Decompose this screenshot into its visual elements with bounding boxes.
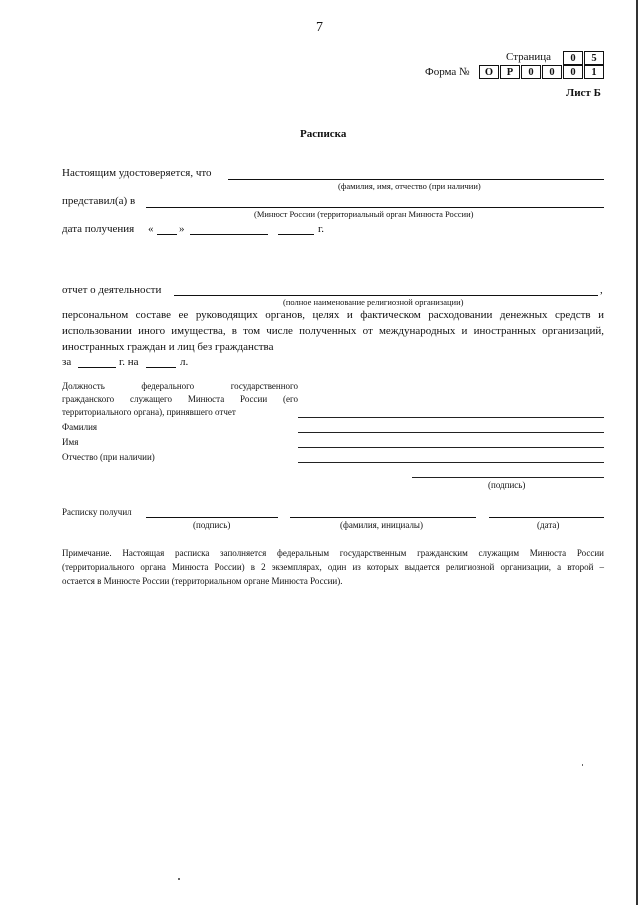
period-pages-label: л. [180, 356, 189, 368]
date-open-quote: « [148, 223, 154, 235]
document-title: Расписка [300, 128, 347, 140]
official-signature-hint: (подпись) [488, 480, 526, 490]
surname-field[interactable] [298, 432, 604, 433]
word: Минюста [187, 394, 225, 404]
word: федерального [141, 381, 195, 391]
receipt-date-hint: (дата) [537, 520, 560, 530]
period-pages-field[interactable] [146, 367, 176, 368]
receipt-signature-field[interactable] [146, 517, 278, 518]
date-year-suffix: г. [318, 223, 325, 235]
date-month-field[interactable] [190, 234, 268, 235]
word: Должность [62, 381, 105, 391]
organization-name-field[interactable] [174, 295, 598, 296]
word: государственного [230, 381, 298, 391]
word: России [240, 394, 268, 404]
word: служащего [130, 394, 172, 404]
form-digit: О [479, 65, 499, 79]
name-field[interactable] [298, 447, 604, 448]
form-digit: Р [500, 65, 520, 79]
period-year-field[interactable] [78, 367, 116, 368]
page-number: 7 [316, 20, 323, 35]
patronymic-label: Отчество (при наличии) [62, 452, 155, 462]
submitted-label: представил(а) в [62, 195, 136, 207]
official-position-line [62, 394, 298, 404]
certify-name-field[interactable] [228, 179, 604, 180]
report-text-line: иностранных граждан и лиц без гражданства [62, 341, 274, 353]
receipt-date-field[interactable] [489, 517, 604, 518]
received-label: Расписку получил [62, 507, 132, 517]
patronymic-field[interactable] [298, 462, 604, 463]
report-text-line: персональном составе ее руководящих органов, целях и фактическом расходовании денежных средств и [62, 309, 604, 321]
report-text-line: использовании иного имущества, в том числе полученных от международных и иностранных организаций, [62, 325, 604, 337]
surname-label: Фамилия [62, 422, 98, 432]
scan-edge-line [636, 0, 638, 905]
official-position-field[interactable] [298, 417, 604, 418]
submitted-hint: (Минюст России (территориальный орган Минюста России) [254, 209, 474, 219]
period-year-label: г. на [119, 356, 139, 368]
page-digit: 0 [563, 51, 583, 65]
sheet-label: Лист Б [566, 87, 601, 99]
official-position-line: территориального органа), принявшего отчет [62, 407, 236, 417]
scan-speck [582, 764, 583, 766]
receipt-name-hint: (фамилия, инициалы) [340, 520, 423, 530]
official-position-line [62, 381, 298, 391]
official-signature-field[interactable] [412, 477, 604, 478]
date-year-field[interactable] [278, 234, 314, 235]
form-digit: 1 [584, 65, 604, 79]
certify-label: Настоящим удостоверяется, что [62, 167, 212, 179]
note-line: остается в Минюсте России (территориальном органе Минюста России). [62, 576, 343, 586]
submitted-to-field[interactable] [146, 207, 604, 208]
report-label: отчет о деятельности [62, 284, 162, 296]
word: гражданского [62, 394, 115, 404]
form-label: Форма № [425, 66, 470, 78]
period-for-label: за [62, 356, 72, 368]
report-comma: , [600, 284, 603, 296]
name-label: Имя [62, 437, 79, 447]
certify-hint: (фамилия, имя, отчество (при наличии) [338, 181, 481, 191]
page-label: Страница [506, 51, 552, 63]
date-day-field[interactable] [157, 234, 177, 235]
note-line: (территориального органа Минюста России) в 2 экземплярах, один из которых выдается религиозной организации, а второй – [62, 562, 604, 572]
note-line: Примечание. Настоящая расписка заполняется федеральным государственным гражданским служащим Минюста России [62, 548, 604, 558]
word: (его [283, 394, 298, 404]
receipt-signature-hint: (подпись) [193, 520, 231, 530]
date-label: дата получения [62, 223, 135, 235]
form-digit: 0 [563, 65, 583, 79]
receipt-name-field[interactable] [290, 517, 476, 518]
page-digit: 5 [584, 51, 604, 65]
form-digit: 0 [542, 65, 562, 79]
form-digit: 0 [521, 65, 541, 79]
scan-speck [178, 878, 180, 880]
report-hint: (полное наименование религиозной организации) [283, 297, 464, 307]
date-close-quote: » [179, 223, 185, 235]
